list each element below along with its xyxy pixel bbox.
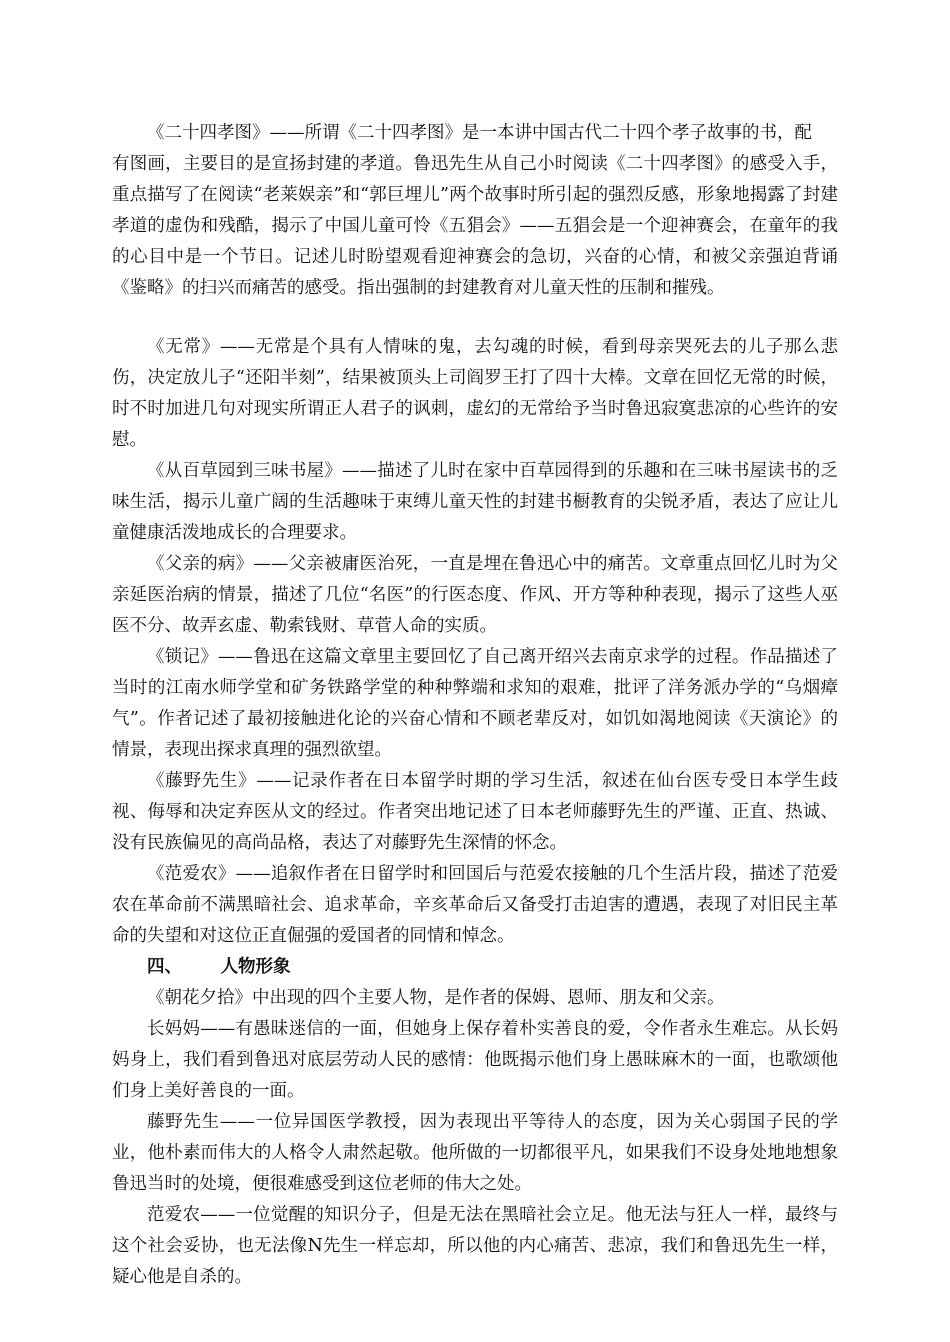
section-heading [112, 952, 838, 983]
paragraph-character-fanainong: 范爱农——一位觉醒的知识分子，但是无法在黑暗社会立足。他无法与狂人一样，最终与这个社会妥协，也无法像N先生一样忘却，所以他的内心痛苦、悲凉，我们和鲁迅先生一样，疑心他是自杀的。 [112, 1205, 838, 1287]
paragraph-characters-intro: 《朝花夕拾》中出现的四个主要人物，是作者的保姆、恩师、朋友和父亲。 [147, 988, 725, 1008]
paragraph-wuchang: 《无常》——无常是个具有人情味的鬼，去勾魂的时候，看到母亲哭死去的儿子那么悲伤，决定放儿子“还阳半刻”，结果被顶头上司阎罗王打了四十大棒。文章在回忆无常的时候，时不时加进几句对现实所谓正人君子的讽刺，虚幻的无常给予当时鲁迅寂寞悲凉的心些许的安慰。 [112, 337, 838, 450]
paragraph-ershisi-xiaotu-body: 有图画，主要目的是宣扬封建的孝道。鲁迅先生从自己小时阅读《二十四孝图》的感受入手，重点描写了在阅读“老莱娱亲”和“郭巨埋儿”两个故事时所引起的强烈反感，形象地揭露了封建孝道的虚伪和残酷，揭示了中国儿童可怜《五猖会》——五猖会是一个迎神赛会，在童年的我的心目中是一个节日。记述儿时盼望观看迎神赛会的急切，兴奋的心情，和被父亲强迫背诵《鉴略》的扫兴而痛苦的感受。指出强制的封建教育对儿童天性的压制和摧残。 [112, 154, 838, 298]
paragraph-suoji: 《锁记》——鲁迅在这篇文章里主要回忆了自己离开绍兴去南京求学的过程。作品描述了当时的江南水师学堂和矿务铁路学堂的种种弊端和求知的艰难，批评了洋务派办学的“乌烟瘴气”。作者记述了最初接触进化论的兴奋心情和不顾老辈反对，如饥如渴地阅读《天演论》的情景，表现出探求真理的强烈欲望。 [112, 647, 838, 760]
paragraph-tengye-xiansheng: 《藤野先生》——记录作者在日本留学时期的学习生活，叙述在仙台医专受日本学生歧视、侮辱和决定弃医从文的经过。作者突出地记述了日本老师藤野先生的严谨、正直、热诚、没有民族偏见的高尚品格，表达了对藤野先生深情的怀念。 [112, 771, 838, 853]
paragraph-ershisi-xiaotu-first-line: 《二十四孝图》——所谓《二十四孝图》是一本讲中国古代二十四个孝子故事的书，配 [147, 123, 812, 143]
section-number: 四、 [147, 957, 182, 977]
paragraph-baicaoyuan: 《从百草园到三味书屋》——描述了儿时在家中百草园得到的乐趣和在三味书屋读书的乏味生活，揭示儿童广阔的生活趣味于束缚儿童天性的封建书橱教育的尖锐矛盾，表达了应让儿童健康活泼地成长的合理要求。 [112, 461, 838, 543]
paragraph-fan-ainong: 《范爱农》——追叙作者在日留学时和回国后与范爱农接触的几个生活片段，描述了范爱农在革命前不满黑暗社会、追求革命，辛亥革命后又备受打击迫害的遭遇，表现了对旧民主革命的失望和对这位正直倔强的爱国者的同情和悼念。 [112, 864, 838, 946]
paragraph-fuqin-de-bing: 《父亲的病》——父亲被庸医治死，一直是埋在鲁迅心中的痛苦。文章重点回忆儿时为父亲延医治病的情景，描述了几位“名医”的行医态度、作风、开方等种种表现，揭示了这些人巫医不分、故弄玄虚、勒索钱财、草菅人命的实质。 [112, 554, 838, 636]
paragraph-character-changmama: 长妈妈——有愚昧迷信的一面，但她身上保存着朴实善良的爱，令作者永生难忘。从长妈妈身上，我们看到鲁迅对底层劳动人民的感情：他既揭示他们身上愚昧麻木的一面，也歌颂他们身上美好善良的一面。 [112, 1019, 838, 1101]
section-title: 人物形象 [220, 957, 291, 977]
paragraph-character-tengye: 藤野先生——一位异国医学教授，因为表现出平等待人的态度，因为关心弱国子民的学业，他朴素而伟大的人格令人肃然起敬。他所做的一切都很平凡，如果我们不设身处地地想象鲁迅当时的处境，便很难感受到这位老师的伟大之处。 [112, 1112, 838, 1194]
paragraph-gap [112, 304, 838, 332]
